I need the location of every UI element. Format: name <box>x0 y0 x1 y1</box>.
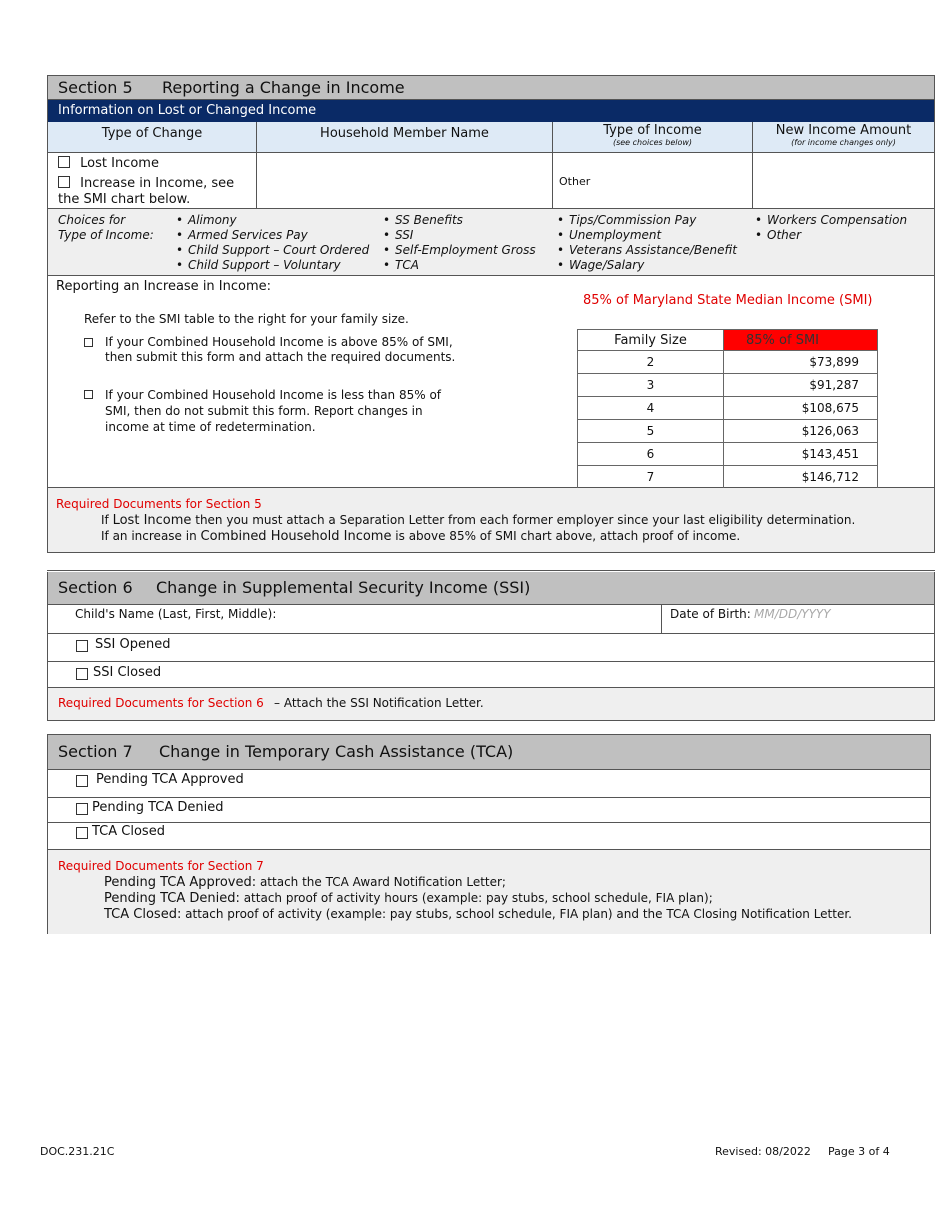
ssi-closed-row <box>48 662 934 688</box>
new-amount-field[interactable] <box>753 153 934 209</box>
refer-text: Refer to the SMI table to the right for your family size. <box>84 312 409 326</box>
tca-closed-row <box>48 823 930 850</box>
section5 <box>47 75 935 553</box>
tca-denied-label: Pending TCA Denied <box>92 800 224 815</box>
smi-header-value: 85% of SMI <box>724 330 878 351</box>
section6-header <box>48 572 934 605</box>
section5-number: Section 5 <box>58 78 133 97</box>
section6-required-title: Required Documents for Section 6 <box>58 696 264 710</box>
smi-header-size: Family Size <box>578 330 724 351</box>
dob-label: Date of Birth: <box>670 607 751 621</box>
increase-income-checkbox[interactable] <box>58 176 70 188</box>
smi-header-row <box>578 330 878 351</box>
col-new-amount: New Income Amount (for income changes only) <box>753 122 934 153</box>
ssi-closed-label: SSI Closed <box>93 665 162 680</box>
above-smi-checkbox[interactable] <box>84 338 93 347</box>
section7-required-approved: Pending TCA Approved: attach the TCA Award Notification Letter; <box>104 875 506 890</box>
section7 <box>47 734 931 934</box>
section5-required-docs <box>48 488 934 552</box>
dob-placeholder: MM/DD/YYYY <box>754 607 831 621</box>
tca-denied-row <box>48 798 930 823</box>
choices-col-4: • Workers Compensation • Other <box>755 213 907 243</box>
smi-table-title: 85% of Maryland State Median Income (SMI) <box>583 293 873 308</box>
choices-col-3: • Tips/Commission Pay • Unemployment • Veterans Assistance/Benefit • Wage/Salary <box>557 213 737 273</box>
tca-approved-checkbox[interactable] <box>76 775 88 787</box>
above-smi-item: If your Combined Household Income is above 85% of SMI, then submit this form and attach the required documents. <box>84 335 484 365</box>
section7-required-closed: TCA Closed: attach proof of activity (example: pay stubs, school schedule, FIA plan) and the TCA Closing Notification Letter. <box>104 907 852 922</box>
income-choices <box>48 209 934 276</box>
increase-section <box>48 276 934 488</box>
below-smi-item: If your Combined Household Income is less than 85% of SMI, then do not submit this form. Report changes in income at time of redetermination. <box>84 387 484 435</box>
smi-row: 2 $73,899 <box>578 351 878 374</box>
type-of-change-cell <box>48 153 257 209</box>
section5-header <box>48 76 934 100</box>
section5-required-line1: If Lost Income then you must attach a Separation Letter from each former employer since your last eligibility determination. <box>101 513 856 528</box>
child-name-field[interactable] <box>48 605 662 634</box>
member-name-field[interactable] <box>257 153 553 209</box>
type-of-income-value: Other <box>559 175 591 188</box>
type-of-income-field[interactable] <box>553 153 753 209</box>
smi-row: 4 $108,675 <box>578 397 878 420</box>
choices-col-1: • Alimony • Armed Services Pay • Child Support – Court Ordered • Child Support – Voluntary <box>176 213 369 273</box>
section5-bottom-rule <box>47 570 935 571</box>
tca-closed-checkbox[interactable] <box>76 827 88 839</box>
section7-title: Change in Temporary Cash Assistance (TCA) <box>159 742 514 761</box>
smi-table <box>577 329 878 489</box>
lost-income-checkbox[interactable] <box>58 156 70 168</box>
lost-income-label: Lost Income <box>80 156 159 171</box>
tca-approved-label: Pending TCA Approved <box>96 772 244 787</box>
section5-info-bar: Information on Lost or Changed Income <box>48 100 934 122</box>
footer-doc-id: DOC.231.21C <box>40 1145 115 1158</box>
smi-row: 5 $126,063 <box>578 420 878 443</box>
ssi-opened-label: SSI Opened <box>95 637 171 652</box>
col-member-name: Household Member Name <box>257 122 553 153</box>
tca-closed-label: TCA Closed <box>92 824 165 839</box>
smi-row: 7 $146,712 <box>578 466 878 489</box>
section7-header <box>48 735 930 770</box>
dob-field[interactable] <box>662 605 934 634</box>
choices-label: Choices for Type of Income: <box>58 213 154 242</box>
increase-income-label: Increase in Income, see <box>80 176 235 191</box>
increase-income-label-2: the SMI chart below. <box>58 192 191 207</box>
smi-row: 6 $143,451 <box>578 443 878 466</box>
section7-required-denied: Pending TCA Denied: attach proof of activity hours (example: pay stubs, school schedule, FIA plan); <box>104 891 713 906</box>
section5-required-title: Required Documents for Section 5 <box>56 497 262 511</box>
ssi-opened-checkbox[interactable] <box>76 640 88 652</box>
child-name-label: Child's Name (Last, First, Middle): <box>75 607 277 621</box>
footer-revised: Revised: 08/2022 <box>715 1145 811 1158</box>
increase-heading: Reporting an Increase in Income: <box>56 279 272 294</box>
smi-row: 3 $91,287 <box>578 374 878 397</box>
col-type-of-change: Type of Change <box>48 122 257 153</box>
section7-required-title: Required Documents for Section 7 <box>58 859 264 873</box>
footer-page: Page 3 of 4 <box>828 1145 890 1158</box>
section7-number: Section 7 <box>58 742 133 761</box>
section6-title: Change in Supplemental Security Income (SSI) <box>156 578 531 597</box>
ssi-opened-row <box>48 634 934 662</box>
ssi-closed-checkbox[interactable] <box>76 668 88 680</box>
section5-title: Reporting a Change in Income <box>162 78 405 97</box>
section5-required-line2: If an increase in Combined Household Income is above 85% of SMI chart above, attach proof of income. <box>101 529 741 544</box>
col-type-of-income: Type of Income (see choices below) <box>553 122 753 153</box>
section6 <box>47 572 935 721</box>
choices-col-2: • SS Benefits • SSI • Self-Employment Gross • TCA <box>383 213 536 273</box>
section6-required-docs <box>48 688 934 720</box>
section6-number: Section 6 <box>58 578 133 597</box>
section7-required-docs <box>48 850 930 934</box>
tca-denied-checkbox[interactable] <box>76 803 88 815</box>
section6-required-text: – Attach the SSI Notification Letter. <box>274 696 484 710</box>
tca-approved-row <box>48 770 930 798</box>
below-smi-checkbox[interactable] <box>84 390 93 399</box>
